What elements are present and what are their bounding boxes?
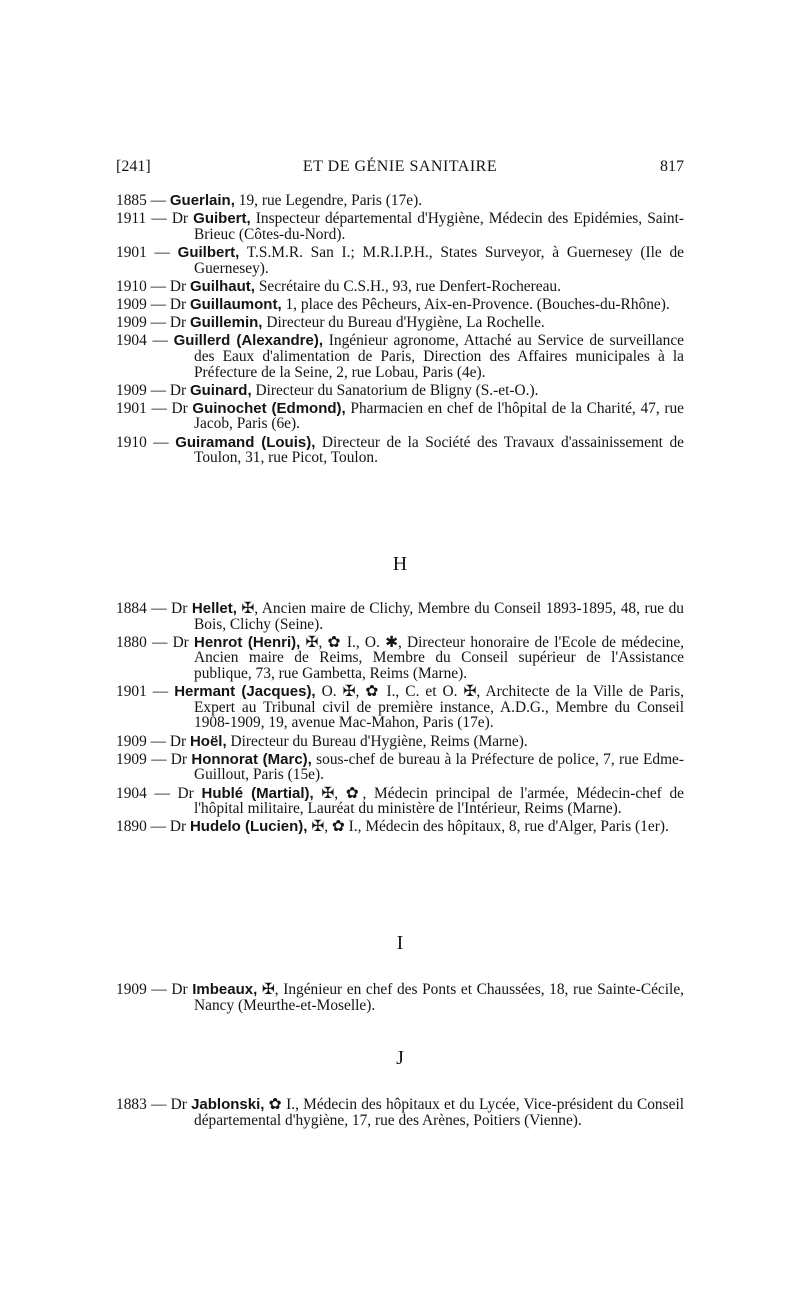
entry-title-prefix: Dr xyxy=(177,784,202,802)
entry-description: Pharmacien en chef de l'hôpital de la Charité, 47, rue Jacob, Paris (6e). xyxy=(194,399,685,433)
directory-entry: 1910 — Guiramand (Louis), Directeur de la Société des Travaux d'assainissement de Toulon, 31, rue Picot, Toulon. xyxy=(116,433,684,467)
entry-year: 1901 xyxy=(116,683,147,701)
section-letter-i: I xyxy=(396,932,404,954)
entry-year: 1904 xyxy=(116,332,147,350)
entry-title-prefix: Dr xyxy=(169,314,190,332)
entry-year: 1909 xyxy=(116,750,147,768)
entry-description: Directeur du Bureau d'Hygiène, La Rochelle. xyxy=(262,314,545,332)
entry-year: 1909 xyxy=(116,314,147,332)
entry-title-prefix: Dr xyxy=(169,277,190,295)
entry-name: Imbeaux, xyxy=(192,981,258,998)
entry-title-prefix: Dr xyxy=(170,750,192,768)
entry-name: Guibert, xyxy=(193,210,251,228)
entry-year: 1884 xyxy=(116,600,147,617)
directory-entry: 1909 — Dr Imbeaux, ✠, Ingénieur en chef des Ponts et Chaussées, 18, rue Sainte-Cécile, Nancy (Meurthe-et-Moselle). xyxy=(116,981,684,1014)
entry-title-prefix: Dr xyxy=(171,399,193,417)
directory-entry: 1910 — Dr Guilhaut, Secrétaire du C.S.H., 93, rue Denfert-Rochereau. xyxy=(116,277,561,295)
entry-year: 1880 xyxy=(116,633,147,651)
directory-entry: 1909 — Dr Hoël, Directeur du Bureau d'Hygiène, Reims (Marne). xyxy=(116,732,528,750)
section-letter-j: J xyxy=(396,1047,404,1069)
entry-title-prefix: Dr xyxy=(171,210,194,228)
entry-title-prefix: Dr xyxy=(169,381,190,399)
entry-name: Guilhaut, xyxy=(189,277,255,295)
entry-year: 1890 xyxy=(116,818,147,836)
entry-year: 1909 xyxy=(116,295,147,313)
directory-entry: 1911 — Dr Guibert, Inspecteur départemental d'Hygiène, Médecin des Epidémies, Saint-Brieuc (Côtes-du-Nord). xyxy=(116,210,684,243)
directory-entry: 1909 — Dr Guinard, Directeur du Sanatorium de Bligny (S.-et-O.). xyxy=(116,381,539,399)
section-i-entries xyxy=(116,982,684,1016)
entry-name: Guerlain, xyxy=(169,192,235,209)
section-letter-h: H xyxy=(392,553,408,575)
entry-description: T.S.M.R. San I.; M.R.I.P.H., States Surveyor, à Guernesey (Ile de Guernesey). xyxy=(194,243,684,277)
entry-description: 19, rue Legendre, Paris (17e). xyxy=(234,192,423,209)
page-reference: [241] xyxy=(116,158,151,175)
entry-description: 1, place des Pêcheurs, Aix-en-Provence. (Bouches-du-Rhône). xyxy=(281,295,670,313)
entry-name: Hoël, xyxy=(189,732,227,750)
running-title: ET DE GÉNIE SANITAIRE xyxy=(302,158,498,175)
entry-name: Hermant (Jacques), xyxy=(174,683,316,701)
section-h-entries xyxy=(116,601,684,837)
entry-year: 1911 xyxy=(116,210,147,228)
entry-year: 1885 xyxy=(116,192,147,209)
directory-entry: 1904 — Guillerd (Alexandre), Ingénieur agronome, Attaché au Service de surveillance des Eaux d'alimentation de Paris, Direction des Affaires municipales à la Préfecture de la Seine, 2, rue Lobau, Paris (4e). xyxy=(116,332,684,381)
entry-title-prefix: Dr xyxy=(169,732,190,750)
directory-entry: 1883 — Dr Jablonski, ✿ I., Médecin des hôpitaux et du Lycée, Vice-président du Conseil départemental d'hygiène, 17, rue des Arènes, Poitiers (Vienne). xyxy=(116,1096,685,1129)
entry-name: Honnorat (Marc), xyxy=(191,750,312,768)
entry-name: Guinochet (Edmond), xyxy=(192,399,346,417)
entry-year: 1909 xyxy=(116,381,147,399)
entry-description: Secrétaire du C.S.H., 93, rue Denfert-Rochereau. xyxy=(254,277,561,295)
entry-year: 1909 xyxy=(116,732,147,750)
section-j-entries xyxy=(116,1097,684,1131)
entry-title-prefix: Dr xyxy=(170,1096,192,1113)
entry-name: Henrot (Henri), xyxy=(194,633,301,651)
entry-description: Directeur du Sanatorium de Bligny (S.-et-O.). xyxy=(251,381,539,399)
entry-year: 1883 xyxy=(116,1096,147,1113)
entry-name: Hellet, xyxy=(191,600,237,617)
directory-entry: 1909 — Dr Guillaumont, 1, place des Pêcheurs, Aix-en-Provence. (Bouches-du-Rhône). xyxy=(116,295,670,313)
entry-name: Guillaumont, xyxy=(189,295,282,313)
entry-description: ✠, ✿ I., Médecin des hôpitaux, 8, rue d'Alger, Paris (1er). xyxy=(307,818,669,836)
entry-description: ✠, ✿, Médecin principal de l'armée, Médecin-chef de l'hôpital militaire, Lauréat du ministère de l'Intérieur, Reims (Marne). xyxy=(194,784,685,818)
section-g-entries xyxy=(116,193,684,468)
running-head xyxy=(116,158,684,178)
directory-entry: 1909 — Dr Guillemin, Directeur du Bureau d'Hygiène, La Rochelle. xyxy=(116,314,545,332)
entry-name: Guiramand (Louis), xyxy=(175,433,316,451)
entry-description: ✿ I., Médecin des hôpitaux et du Lycée, Vice-président du Conseil départemental d'hygiène, 17, rue des Arènes, Poitiers (Vienne). xyxy=(194,1096,685,1129)
directory-entry: 1880 — Dr Henrot (Henri), ✠, ✿ I., O. ✱, Directeur honoraire de l'Ecole de médecine, Ancien maire de Reims, Membre du Conseil supérieur de l'Assistance publique, 73, rue Gambetta, Reims (Marne). xyxy=(116,633,685,682)
entry-name: Guillerd (Alexandre), xyxy=(173,332,324,350)
entry-year: 1901 xyxy=(116,399,147,417)
entry-description: O. ✠, ✿ I., C. et O. ✠, Architecte de la Ville de Paris, Expert au Tribunal civil de première instance, A.D.G., Membre du Conseil 1908-1909, 19, avenue Mac-Mahon, Paris (17e). xyxy=(194,683,684,732)
directory-entry: 1884 — Dr Hellet, ✠, Ancien maire de Clichy, Membre du Conseil 1893-1895, 48, rue du Bois, Clichy (Seine). xyxy=(116,600,684,633)
entry-name: Jablonski, xyxy=(191,1096,265,1113)
entry-title-prefix: Dr xyxy=(171,981,193,998)
entry-description: ✠, ✿ I., O. ✱, Directeur honoraire de l'Ecole de médecine, Ancien maire de Reims, Membre du Conseil supérieur de l'Assistance publique, 73, rue Gambetta, Reims (Marne). xyxy=(194,633,685,682)
entry-description: sous-chef de bureau à la Préfecture de police, 7, rue Edme-Guillout, Paris (15e). xyxy=(194,750,684,784)
directory-entry: 1901 — Guilbert, T.S.M.R. San I.; M.R.I.P.H., States Surveyor, à Guernesey (Ile de Guernesey). xyxy=(116,243,684,277)
entry-title-prefix: Dr xyxy=(171,600,192,617)
entry-year: 1910 xyxy=(116,277,147,295)
directory-entry: 1890 — Dr Hudelo (Lucien), ✠, ✿ I., Médecin des hôpitaux, 8, rue d'Alger, Paris (1er). xyxy=(116,818,669,836)
entry-title-prefix: Dr xyxy=(169,295,190,313)
entry-description: ✠, Ingénieur en chef des Ponts et Chaussées, 18, rue Sainte-Cécile, Nancy (Meurthe-et-Moselle). xyxy=(194,981,684,1014)
entry-name: Guilbert, xyxy=(177,243,240,261)
directory-entry: 1904 — Dr Hublé (Martial), ✠, ✿, Médecin principal de l'armée, Médecin-chef de l'hôpital militaire, Lauréat du ministère de l'Intérieur, Reims (Marne). xyxy=(116,784,685,818)
entry-name: Guillemin, xyxy=(189,314,263,332)
entry-title-prefix: Dr xyxy=(172,633,194,651)
directory-entry: 1901 — Hermant (Jacques), O. ✠, ✿ I., C. et O. ✠, Architecte de la Ville de Paris, Expert au Tribunal civil de première instance, A.D.G., Membre du Conseil 1908-1909, 19, avenue Mac-Mahon, Paris (17e). xyxy=(116,683,684,732)
entry-year: 1904 xyxy=(116,784,147,802)
entry-name: Hublé (Martial), xyxy=(201,784,314,802)
entry-description: ✠, Ancien maire de Clichy, Membre du Conseil 1893-1895, 48, rue du Bois, Clichy (Seine). xyxy=(194,600,684,633)
entry-description: Directeur de la Société des Travaux d'assainissement de Toulon, 31, rue Picot, Toulon. xyxy=(194,433,684,467)
directory-entry: 1901 — Dr Guinochet (Edmond), Pharmacien en chef de l'hôpital de la Charité, 47, rue Jacob, Paris (6e). xyxy=(116,399,685,433)
page-number: 817 xyxy=(660,158,684,175)
entry-year: 1909 xyxy=(116,981,147,998)
entry-year: 1910 xyxy=(116,433,147,451)
entry-year: 1901 xyxy=(116,243,147,261)
entry-title-prefix: Dr xyxy=(169,818,190,836)
entry-name: Guinard, xyxy=(189,381,252,399)
entry-description: Inspecteur départemental d'Hygiène, Médecin des Epidémies, Saint-Brieuc (Côtes-du-Nord). xyxy=(194,210,684,243)
directory-entry: 1885 — Guerlain, 19, rue Legendre, Paris (17e). xyxy=(116,192,423,209)
entry-name: Hudelo (Lucien), xyxy=(189,818,308,836)
entry-description: Ingénieur agronome, Attaché au Service de surveillance des Eaux d'alimentation de Paris, Direction des Affaires municipales à la Préfecture de la Seine, 2, rue Lobau, Paris (4e). xyxy=(194,332,684,381)
entry-description: Directeur du Bureau d'Hygiène, Reims (Marne). xyxy=(226,732,528,750)
directory-entry: 1909 — Dr Honnorat (Marc), sous-chef de bureau à la Préfecture de police, 7, rue Edme-Guillout, Paris (15e). xyxy=(116,750,684,784)
